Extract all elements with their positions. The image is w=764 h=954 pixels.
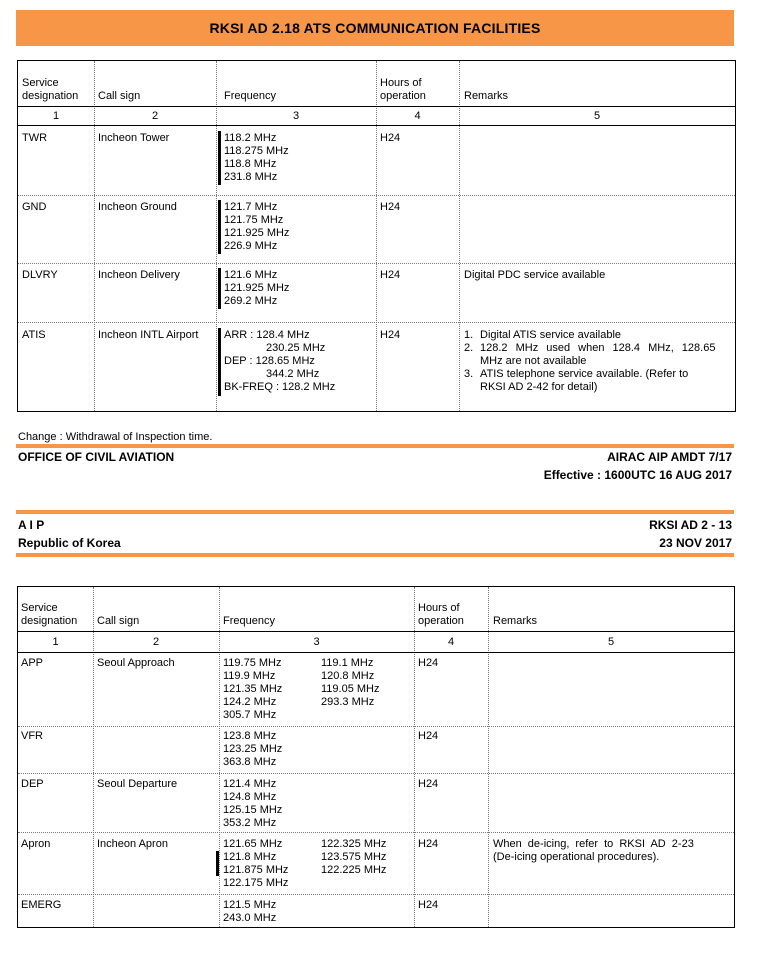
col-number: 5 [607, 636, 615, 648]
service-designation: VFR [21, 730, 43, 742]
aip-label: A I P [18, 518, 45, 532]
hours: H24 [418, 838, 439, 850]
header-frequency: Frequency [223, 615, 275, 627]
page-reference: RKSI AD 2 - 13 [649, 518, 732, 532]
col-number: 5 [593, 110, 601, 122]
hours: H24 [380, 201, 401, 213]
change-bar [218, 328, 221, 396]
col-number: 1 [52, 636, 59, 648]
call-sign: Incheon Ground [98, 201, 177, 213]
header-frequency: Frequency [224, 90, 276, 102]
page-date: 23 NOV 2017 [659, 536, 732, 550]
col-number: 4 [414, 110, 421, 122]
frequency-list: 118.2 MHz 118.275 MHz 118.8 MHz 231.8 MHz [224, 132, 289, 183]
col-number: 3 [313, 636, 320, 648]
header-hours: Hours of operation [418, 602, 464, 627]
call-sign: Incheon INTL Airport [98, 329, 199, 341]
hours: H24 [418, 778, 439, 790]
call-sign: Incheon Apron [97, 838, 168, 850]
change-note: Change : Withdrawal of Inspection time. [18, 431, 213, 443]
header-service: Service designation [21, 602, 78, 627]
frequency-list: 121.4 MHz 124.8 MHz 125.15 MHz 353.2 MHz [223, 778, 283, 829]
footer-rule [16, 444, 734, 448]
call-sign: Seoul Departure [97, 778, 178, 790]
remarks-list: 1. Digital ATIS service available 2. 128.2 MHz used when 128.4 MHz, 128.65 MHz are not available 3. ATIS telephone service available. (Refer to RKSI AD 2-42 for detail) [464, 329, 716, 393]
hours: H24 [418, 657, 439, 669]
service-designation: EMERG [21, 899, 62, 911]
frequency-list: 121.7 MHz 121.75 MHz 121.925 MHz 226.9 MHz [224, 201, 290, 252]
header-rule [16, 510, 734, 514]
change-bar [218, 200, 221, 254]
col-number: 1 [52, 110, 60, 122]
change-bar [216, 851, 219, 876]
footer-effective: Effective : 1600UTC 16 AUG 2017 [543, 468, 732, 482]
col-number: 3 [292, 110, 300, 122]
remarks: Digital PDC service available [464, 269, 606, 281]
frequency-list: 121.5 MHz 243.0 MHz [223, 899, 277, 924]
ats-table-2 [17, 586, 735, 928]
header-remarks: Remarks [464, 90, 509, 102]
service-designation: Apron [21, 838, 51, 850]
change-bar [218, 131, 221, 185]
frequency-list-secondary: 122.325 MHz 123.575 MHz 122.225 MHz [321, 838, 387, 876]
header-service: Service designation [22, 77, 79, 102]
service-designation: GND [22, 201, 47, 213]
col-number: 2 [151, 110, 159, 122]
hours: H24 [380, 132, 401, 144]
footer-office: OFFICE OF CIVIL AVIATION [18, 450, 175, 464]
header-call-sign: Call sign [98, 90, 141, 102]
col-number: 4 [447, 636, 455, 648]
service-designation: DLVRY [22, 269, 58, 281]
col-number: 2 [152, 636, 160, 648]
change-bar [218, 268, 221, 309]
frequency-list: 119.75 MHz 119.9 MHz 121.35 MHz 124.2 MHz 305.7 MHz [223, 657, 283, 721]
service-designation: APP [21, 657, 44, 669]
hours: H24 [418, 899, 439, 911]
call-sign: Seoul Approach [97, 657, 175, 669]
page-title: RKSI AD 2.18 ATS COMMUNICATION FACILITIES [16, 10, 734, 46]
remarks: When de-icing, refer to RKSI AD 2-23 (De-icing operational procedures). [493, 838, 694, 863]
frequency-list: 121.6 MHz 121.925 MHz 269.2 MHz [224, 269, 290, 307]
frequency-list: 121.65 MHz 121.8 MHz 121.875 MHz 122.175 MHz [223, 838, 289, 889]
frequency-list-secondary: 119.1 MHz 120.8 MHz 119.05 MHz 293.3 MHz [321, 657, 380, 708]
header-call-sign: Call sign [97, 615, 140, 627]
ats-table-1 [17, 60, 736, 412]
service-designation: DEP [21, 778, 44, 790]
service-designation: TWR [22, 132, 48, 144]
call-sign: Incheon Tower [98, 132, 170, 144]
country-label: Republic of Korea [18, 536, 121, 550]
call-sign: Incheon Delivery [98, 269, 180, 281]
footer-amendment: AIRAC AIP AMDT 7/17 [607, 450, 732, 464]
header-rule [16, 553, 734, 557]
header-hours: Hours of operation [380, 77, 426, 102]
frequency-list: ARR : 128.4 MHz 230.25 MHz DEP : 128.65 MHz 344.2 MHz BK-FREQ : 128.2 MHz [224, 329, 336, 393]
hours: H24 [380, 269, 401, 281]
hours: H24 [380, 329, 401, 341]
header-remarks: Remarks [493, 615, 538, 627]
service-designation: ATIS [22, 329, 46, 341]
hours: H24 [418, 730, 439, 742]
frequency-list: 123.8 MHz 123.25 MHz 363.8 MHz [223, 730, 283, 768]
